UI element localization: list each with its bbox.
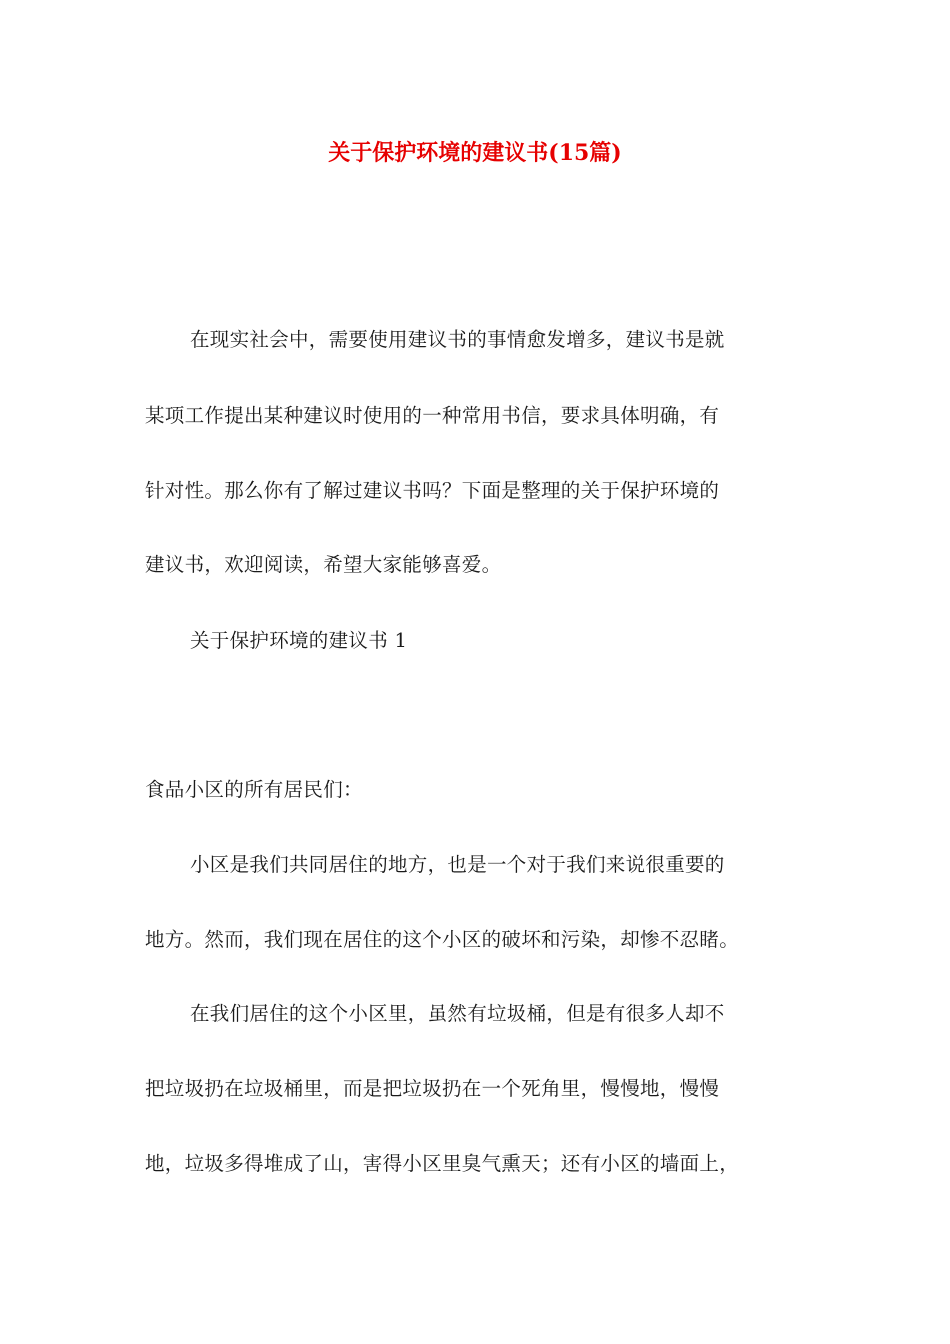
paragraph-1-line-2: 地方。然而，我们现在居住的这个小区的破坏和污染，却惨不忍睹。 <box>145 928 740 951</box>
intro-line-3: 针对性。那么你有了解过建议书吗？下面是整理的关于保护环境的 <box>145 479 720 502</box>
paragraph-1-line-1: 小区是我们共同居住的地方，也是一个对于我们来说很重要的 <box>190 853 725 876</box>
paragraph-2-line-3: 地，垃圾多得堆成了山，害得小区里臭气熏天；还有小区的墙面上， <box>145 1152 740 1175</box>
intro-line-2: 某项工作提出某种建议时使用的一种常用书信，要求具体明确，有 <box>145 404 720 427</box>
section-heading: 关于保护环境的建议书 1 <box>190 629 408 652</box>
document-title: 关于保护环境的建议书(15篇) <box>328 140 622 166</box>
intro-line-4: 建议书，欢迎阅读，希望大家能够喜爱。 <box>145 553 502 576</box>
paragraph-2-line-2: 把垃圾扔在垃圾桶里，而是把垃圾扔在一个死角里，慢慢地，慢慢 <box>145 1077 720 1100</box>
intro-line-1: 在现实社会中，需要使用建议书的事情愈发增多，建议书是就 <box>190 328 725 351</box>
paragraph-2-line-1: 在我们居住的这个小区里，虽然有垃圾桶，但是有很多人却不 <box>190 1002 725 1025</box>
salutation: 食品小区的所有居民们： <box>145 778 363 801</box>
